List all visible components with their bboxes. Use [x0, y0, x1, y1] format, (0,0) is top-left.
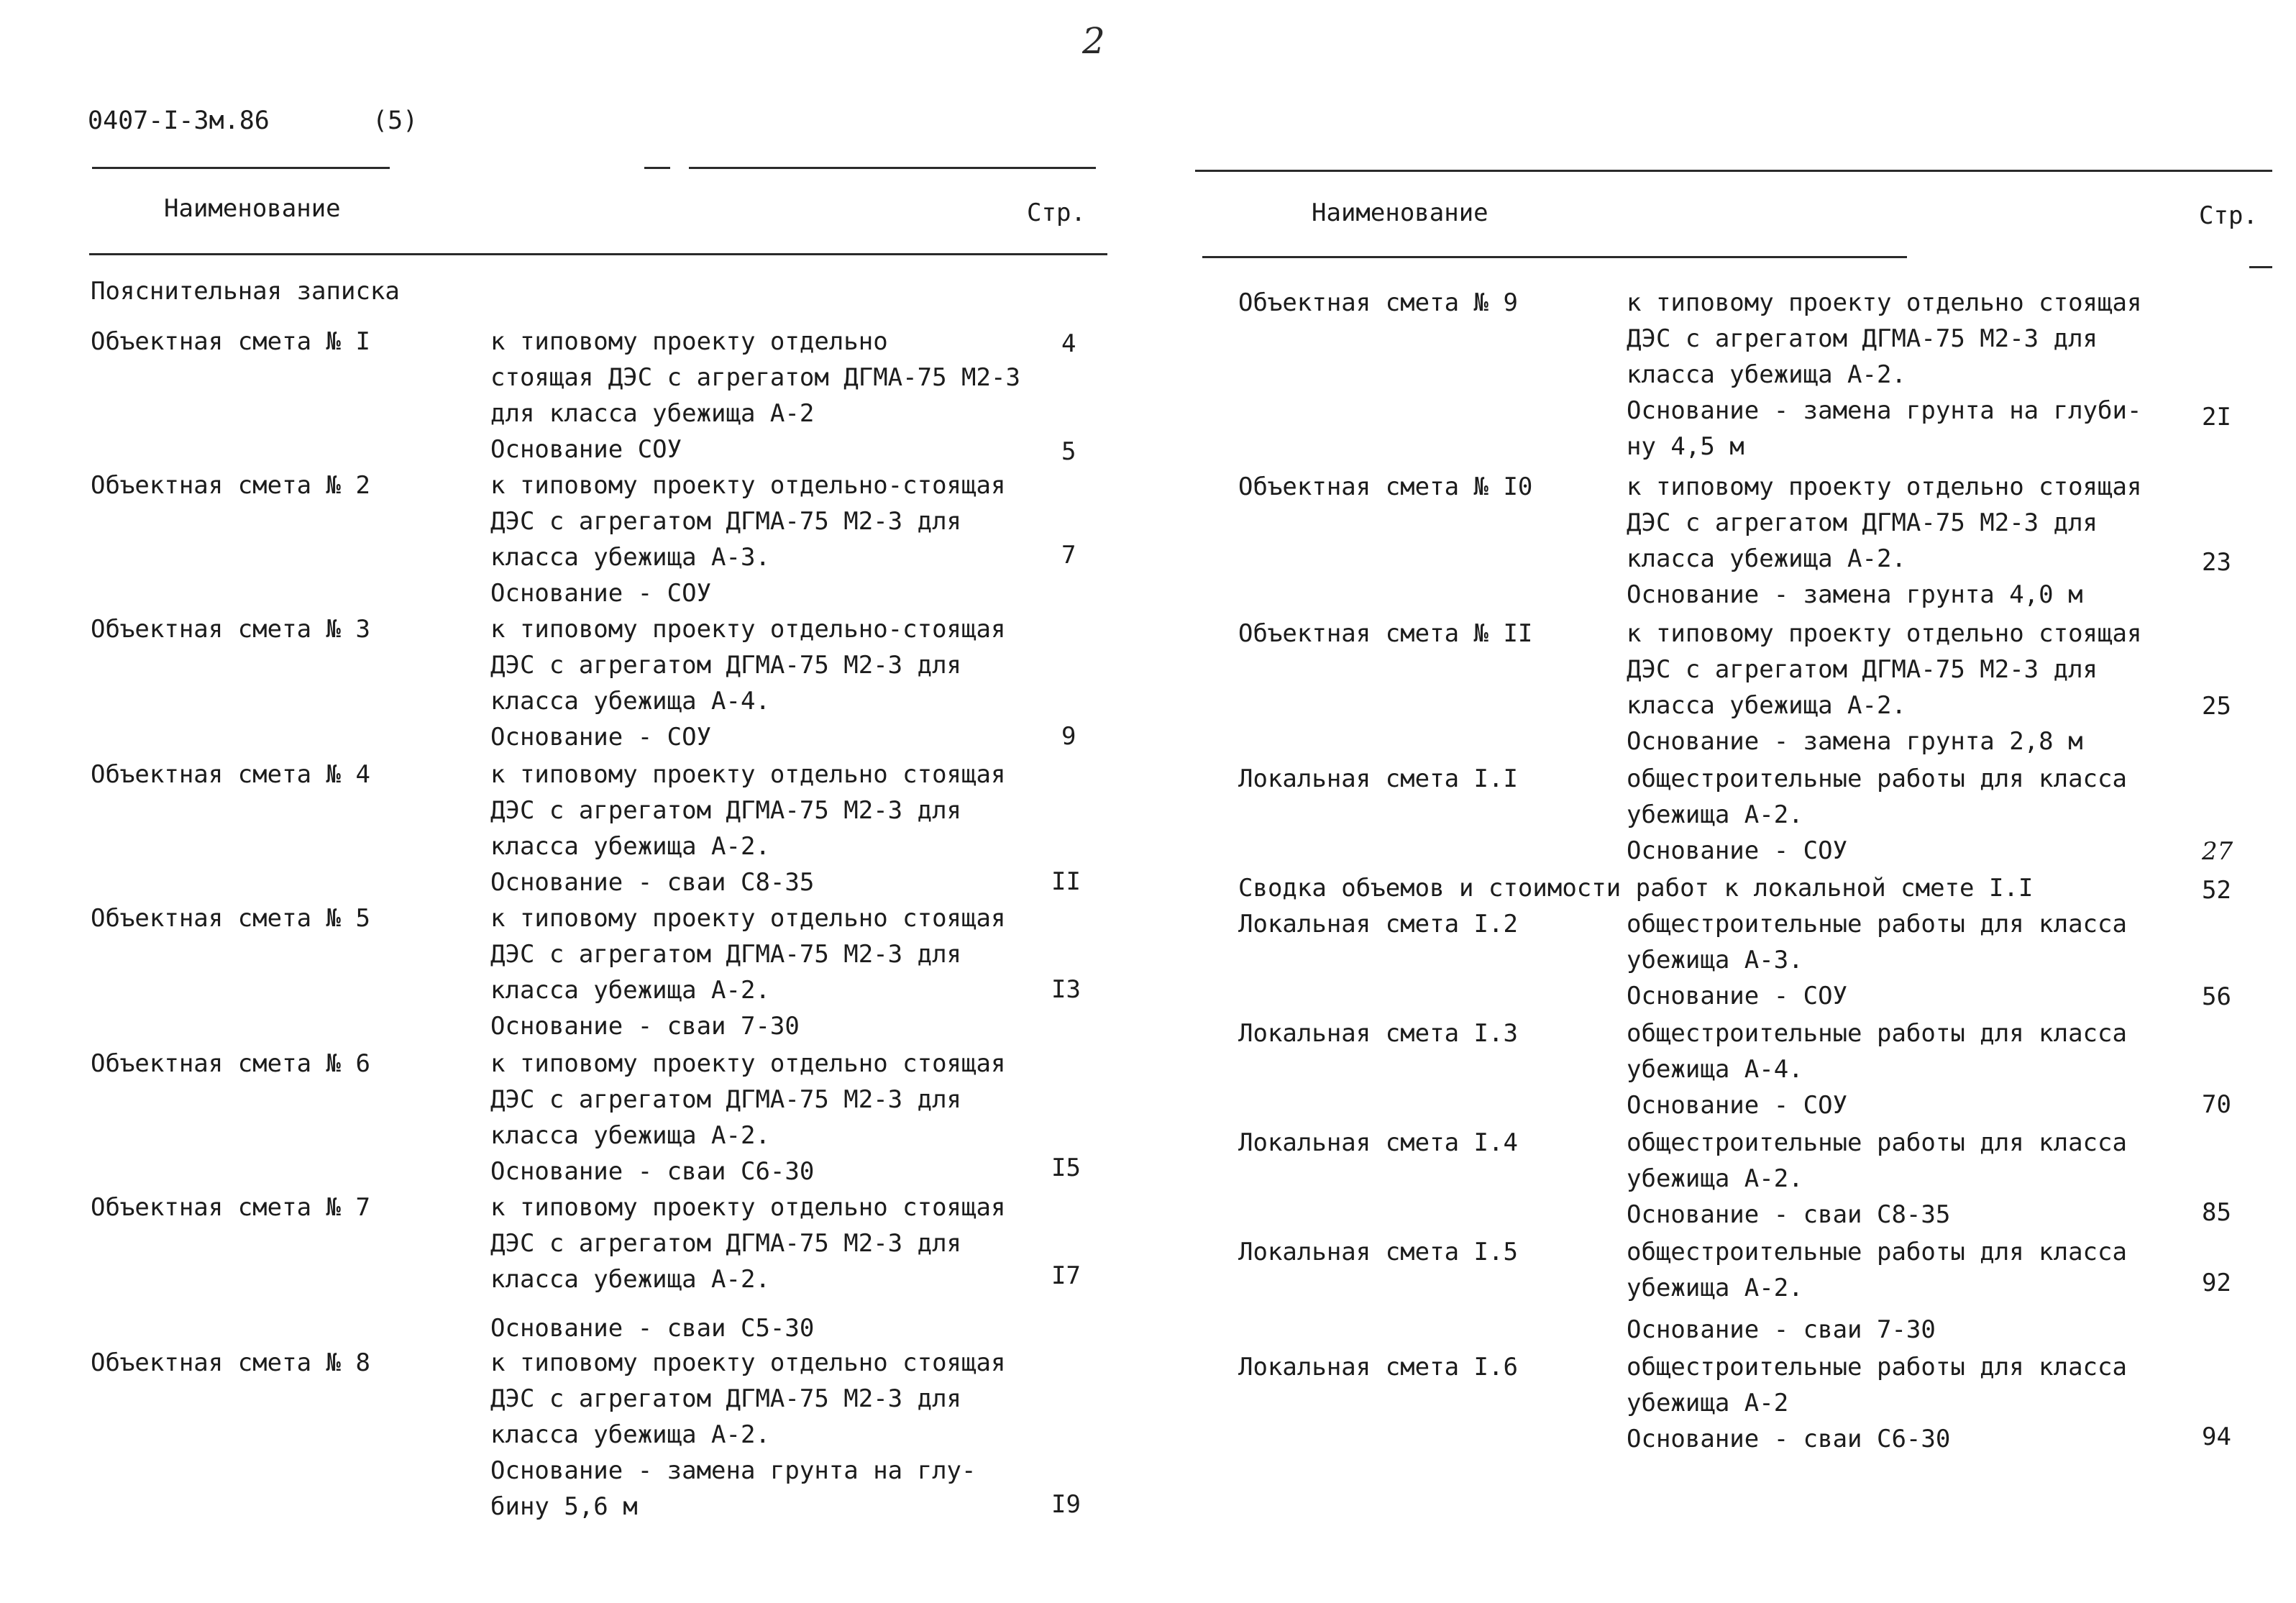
toc-entry [91, 273, 400, 309]
entry-description: общестроительные работы для класса убежища А-4. Основание - СОУ [1627, 1019, 2127, 1120]
left-page-column-header: Стр. [1027, 198, 1086, 227]
entry-description: общестроительные работы для класса убежища А-2. Основание - сваи С8-35 [1627, 1128, 2127, 1229]
toc-entry [1238, 1125, 2127, 1229]
document-code: 0407-I-3м.86 [88, 106, 270, 135]
entry-title: Объектная смета № 5 [91, 904, 370, 933]
right-name-column-header: Наименование [1312, 198, 1488, 227]
right-header-bottom-rule [1202, 256, 1907, 258]
toc-entry [1238, 1234, 2127, 1344]
entry-title: Сводка объемов и стоимости работ к локальной смете I.I [1238, 874, 2034, 903]
entry-page-number: 4 [1061, 329, 1076, 358]
entry-title: Объектная смета № I [91, 327, 370, 356]
entry-page-number: 94 [2202, 1422, 2231, 1451]
entry-title: Объектная смета № II [1238, 619, 1533, 648]
entry-page-number: 9 [1061, 722, 1076, 751]
document-sheet-number: (5) [372, 106, 419, 135]
entry-page-number: 85 [2202, 1198, 2231, 1227]
toc-entry [1238, 1349, 2127, 1453]
entry-page-number: 70 [2202, 1090, 2231, 1119]
entry-page-number: 2I [2202, 403, 2231, 431]
entry-description: общестроительные работы для класса убежища А-3. Основание - СОУ [1627, 910, 2127, 1010]
toc-entry [91, 1345, 1006, 1521]
toc-entry [1238, 1015, 2127, 1120]
entry-description: к типовому проекту отдельно стоящая ДЭС с агрегатом ДГМА-75 М2-3 для класса убежища А-2. Основание - замена грунта 4,0 м [1627, 472, 2142, 609]
entry-page-number: 7 [1061, 541, 1076, 570]
entry-title: Объектная смета № 9 [1238, 288, 1518, 317]
entry-page-number: 23 [2202, 548, 2231, 577]
entry-page-number: 5 [1061, 437, 1076, 466]
entry-page-number: I3 [1051, 975, 1081, 1004]
toc-entry [1238, 469, 2142, 609]
toc-entry [91, 757, 1006, 897]
toc-entry [91, 1046, 1006, 1186]
left-name-column-header: Наименование [164, 194, 341, 223]
toc-entry [91, 467, 1006, 608]
entry-title: Локальная смета I.5 [1238, 1238, 1518, 1266]
entry-title: Локальная смета I.2 [1238, 910, 1518, 938]
left-header-bottom-rule [89, 253, 1107, 255]
entry-description: к типовому проекту отдельно-стоящая ДЭС с агрегатом ДГМА-75 М2-3 для класса убежища А-3. Основание - СОУ [490, 471, 1006, 608]
entry-description: к типовому проекту отдельно стоящая ДЭС с агрегатом ДГМА-75 М2-3 для класса убежища А-2. Основание - сваи С8-35 [490, 760, 1006, 897]
entry-title: Локальная смета I.3 [1238, 1019, 1518, 1048]
entry-description: к типовому проекту отдельно стоящая ДЭС с агрегатом ДГМА-75 М2-3 для класса убежища А-2. Основание - сваи С6-30 [490, 1049, 1006, 1186]
entry-description: к типовому проекту отдельно стоящая ДЭС с агрегатом ДГМА-75 М2-3 для класса убежища А-2. Основание - сваи 7-30 [490, 904, 1006, 1041]
entry-page-number: 27 [2202, 837, 2233, 866]
entry-title: Объектная смета № 7 [91, 1193, 370, 1222]
entry-description: к типовому проекту отдельно стоящая ДЭС с агрегатом ДГМА-75 М2-3 для класса убежища А-2. Основание - замена грунта на глу- бину 5,6 м [490, 1348, 1006, 1521]
entry-page-number: 92 [2202, 1269, 2231, 1297]
toc-entry [1238, 616, 2142, 756]
toc-entry [1238, 906, 2127, 1010]
entry-page-number: II [1051, 867, 1081, 896]
page-number: 2 [1082, 20, 1105, 62]
entry-description: общестроительные работы для класса убежища А-2. Основание - сваи 7-30 [1627, 1238, 2127, 1344]
toc-entry [91, 324, 1020, 464]
entry-title: Локальная смета I.I [1238, 764, 1518, 793]
entry-title: Локальная смета I.6 [1238, 1353, 1518, 1381]
entry-title: Объектная смета № 3 [91, 615, 370, 644]
entry-description: к типовому проекту отдельно стоящая ДЭС с агрегатом ДГМА-75 М2-3 для класса убежища А-2. Основание - сваи С5-30 [490, 1193, 1006, 1343]
toc-entry [91, 900, 1006, 1041]
entry-description: к типовому проекту отдельно-стоящая ДЭС с агрегатом ДГМА-75 М2-3 для класса убежища А-4. Основание - СОУ [490, 615, 1006, 752]
left-header-top-rule-a [92, 167, 390, 169]
entry-title: Локальная смета I.4 [1238, 1128, 1518, 1157]
left-header-top-rule-c [689, 167, 1096, 169]
entry-page-number: I7 [1051, 1261, 1081, 1290]
entry-page-number: 52 [2202, 876, 2231, 905]
left-header-top-rule-b [644, 167, 670, 169]
toc-entry [91, 611, 1006, 752]
entry-page-number: I9 [1051, 1490, 1081, 1519]
entry-title: Объектная смета № 2 [91, 471, 370, 500]
right-header-top-rule [1195, 170, 2272, 172]
entry-page-number: 56 [2202, 982, 2231, 1011]
entry-description: общестроительные работы для класса убежища А-2 Основание - сваи С6-30 [1627, 1353, 2127, 1453]
entry-title: Объектная смета № 8 [91, 1348, 370, 1377]
entry-page-number: I5 [1051, 1154, 1081, 1182]
entry-title: Объектная смета № I0 [1238, 472, 1533, 501]
right-header-bottom-rule-tail [2249, 266, 2272, 268]
entry-page-number: 25 [2202, 692, 2231, 721]
entry-description: общестроительные работы для класса убежища А-2. Основание - СОУ [1627, 764, 2127, 865]
entry-title: Объектная смета № 4 [91, 760, 370, 789]
toc-entry [1238, 285, 2142, 461]
entry-description: к типовому проекту отдельно стоящая ДЭС с агрегатом ДГМА-75 М2-3 для класса убежища А-2. Основание - замена грунта 2,8 м [1627, 619, 2142, 756]
toc-entry [91, 1189, 1006, 1343]
entry-description: к типовому проекту отдельно стоящая ДЭС с агрегатом ДГМА-75 М2-3 для класса убежища А-2 Основание СОУ [490, 327, 1020, 464]
toc-entry [1238, 761, 2127, 865]
entry-title: Пояснительная записка [91, 277, 400, 306]
entry-description: к типовому проекту отдельно стоящая ДЭС с агрегатом ДГМА-75 М2-3 для класса убежища А-2. Основание - замена грунта на глуби- ну 4,5 м [1627, 288, 2142, 461]
entry-title: Объектная смета № 6 [91, 1049, 370, 1078]
right-page-column-header: Стр. [2199, 201, 2258, 230]
toc-entry [1238, 870, 2033, 906]
